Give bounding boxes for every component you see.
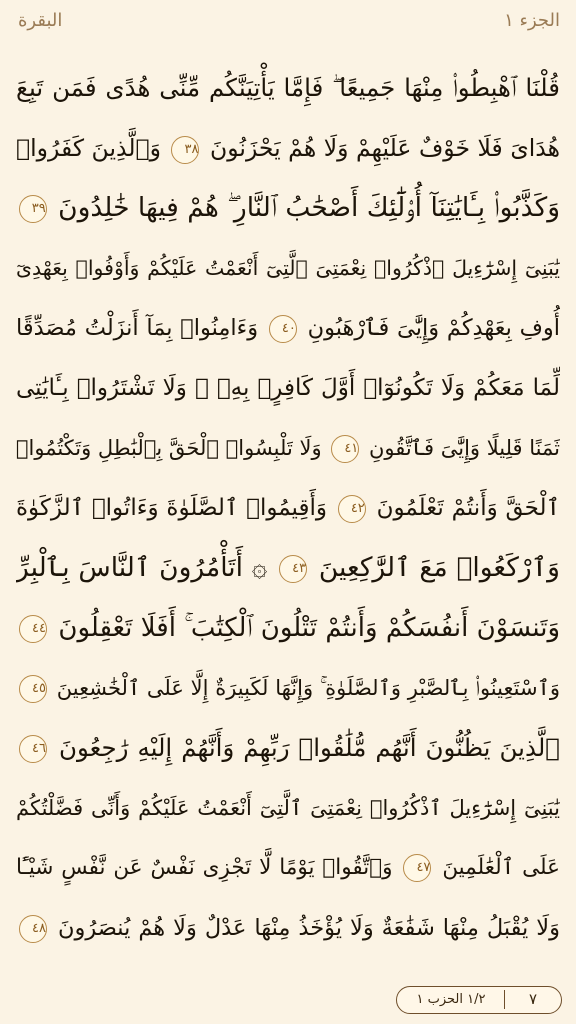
- text-line: [16, 238, 560, 298]
- text-line: [16, 598, 560, 658]
- line-text: وَكَذَّبُوا۟ بِـَٔايَٰتِنَآ أُو۟لَٰٓئِكَ أَصْحَٰبُ ٱلنَّارِ ۖ هُمْ فِيهَا خَٰلِدُونَ: [58, 192, 560, 223]
- text-line: [16, 58, 560, 118]
- surah-name: البقرة: [18, 10, 63, 31]
- line-text: وَتَنسَوْنَ أَنفُسَكُمْ وَأَنتُمْ تَتْلُونَ ٱلْكِتَٰبَ ۚ أَفَلَا تَعْقِلُونَ: [58, 613, 560, 643]
- text-line: [16, 838, 560, 898]
- text-line: [16, 418, 560, 478]
- line-text: لِّمَا مَعَكُمْ وَلَا تَكُونُوٓا۟ أَوَّلَ كَافِرٍۭ بِهِۦ ۖ وَلَا تَشْتَرُوا۟ بِـَٔايَٰتِى: [16, 375, 560, 401]
- ayah-number-marker: ٣٩: [19, 195, 47, 223]
- line-text: وَٱتَّقُوا۟ يَوْمًا لَّا تَجْزِى نَفْسٌ عَن نَّفْسٍ شَيْـًٔا: [16, 855, 393, 880]
- ayah-number-marker: ٣٨: [171, 136, 199, 164]
- ayah-number-marker: ٤٦: [19, 735, 47, 763]
- line-text: ۞ أَتَأْمُرُونَ ٱلنَّاسَ بِٱلْبِرِّ: [16, 552, 268, 583]
- text-line: [16, 118, 560, 178]
- text-line: [16, 358, 560, 418]
- page-header: [0, 0, 576, 46]
- footer-divider: [504, 990, 506, 1009]
- line-text: هُدَاىَ فَلَا خَوْفٌ عَلَيْهِمْ وَلَا هُمْ يَحْزَنُونَ: [210, 134, 560, 162]
- text-line: [16, 298, 560, 358]
- line-text: وَٱرْكَعُوا۟ مَعَ ٱلرَّٰكِعِينَ: [318, 552, 560, 583]
- line-text: وَأَقِيمُوا۟ ٱلصَّلَوٰةَ وَءَاتُوا۟ ٱلزَّكَوٰةَ: [16, 495, 327, 521]
- ayah-number-marker: ٤٤: [19, 615, 47, 643]
- line-text: عَلَى ٱلْعَٰلَمِينَ: [442, 855, 560, 880]
- page-footer: [0, 980, 576, 1024]
- page-info-bar: [396, 986, 562, 1014]
- line-text: أُوفِ بِعَهْدِكُمْ وَإِيَّٰىَ فَٱرْهَبُونِ: [307, 315, 560, 341]
- ayah-number-marker: ٤٠: [269, 315, 297, 343]
- ayah-number-marker: ٤١: [331, 435, 359, 463]
- text-line: [16, 538, 560, 598]
- text-line: [16, 478, 560, 538]
- line-text: يَٰبَنِىٓ إِسْرَٰٓءِيلَ ٱذْكُرُوا۟ نِعْمَتِىَ ٱلَّتِىٓ أَنْعَمْتُ عَلَيْكُمْ وَأَنِّى فَضَّلْتُكُمْ: [16, 796, 560, 820]
- ayah-number-marker: ٤٧: [403, 854, 431, 882]
- line-text: ثَمَنًا قَلِيلًا وَإِيَّٰىَ فَٱتَّقُونِ: [368, 436, 560, 460]
- line-text: ٱلْحَقَّ وَأَنتُمْ تَعْلَمُونَ: [376, 495, 560, 521]
- ayah-number-marker: ٤٣: [279, 555, 307, 583]
- page-number: ٧: [528, 990, 538, 1008]
- line-text: يَٰبَنِىٓ إِسْرَٰٓءِيلَ ٱذْكُرُوا۟ نِعْمَتِىَ ٱلَّتِىٓ أَنْعَمْتُ عَلَيْكُمْ وَأَوْفُوا۟ بِعَهْدِىٓ: [16, 256, 560, 280]
- line-text: قُلْنَا ٱهْبِطُوا۟ مِنْهَا جَمِيعًا ۖ فَإِمَّا يَأْتِيَنَّكُم مِّنِّى هُدًى فَمَن تَبِعَ: [16, 73, 560, 102]
- line-text: وَلَا يُقْبَلُ مِنْهَا شَفَٰعَةٌ وَلَا يُؤْخَذُ مِنْهَا عَدْلٌ وَلَا هُمْ يُنصَرُونَ: [57, 915, 560, 941]
- text-line: [16, 898, 560, 958]
- line-text: ٱلَّذِينَ يَظُنُّونَ أَنَّهُم مُّلَٰقُوا۟ رَبِّهِمْ وَأَنَّهُمْ إِلَيْهِ رَٰجِعُونَ: [59, 733, 560, 762]
- text-line: [16, 658, 560, 718]
- text-line: [16, 178, 560, 238]
- ayah-number-marker: ٤٨: [19, 915, 47, 943]
- line-text: وَٱسْتَعِينُوا۟ بِٱلصَّبْرِ وَٱلصَّلَوٰةِ ۚ وَإِنَّهَا لَكَبِيرَةٌ إِلَّا عَلَى ٱلْخَٰشِعِينَ: [56, 676, 560, 700]
- ayah-number-marker: ٤٢: [338, 495, 366, 523]
- juz-label: الجزء ١: [504, 10, 560, 31]
- text-line: [16, 778, 560, 838]
- text-line: [16, 718, 560, 778]
- line-text: وَءَامِنُوا۟ بِمَآ أَنزَلْتُ مُصَدِّقًا: [16, 315, 259, 341]
- line-text: وَٱلَّذِينَ كَفَرُوا۟: [16, 134, 161, 162]
- hizb-indicator: ١/٢ الحزب ١: [416, 992, 486, 1007]
- quran-page-text: [16, 58, 560, 958]
- line-text: وَلَا تَلْبِسُوا۟ ٱلْحَقَّ بِٱلْبَٰطِلِ وَتَكْتُمُوا۟: [16, 436, 322, 460]
- ayah-number-marker: ٤٥: [19, 675, 47, 703]
